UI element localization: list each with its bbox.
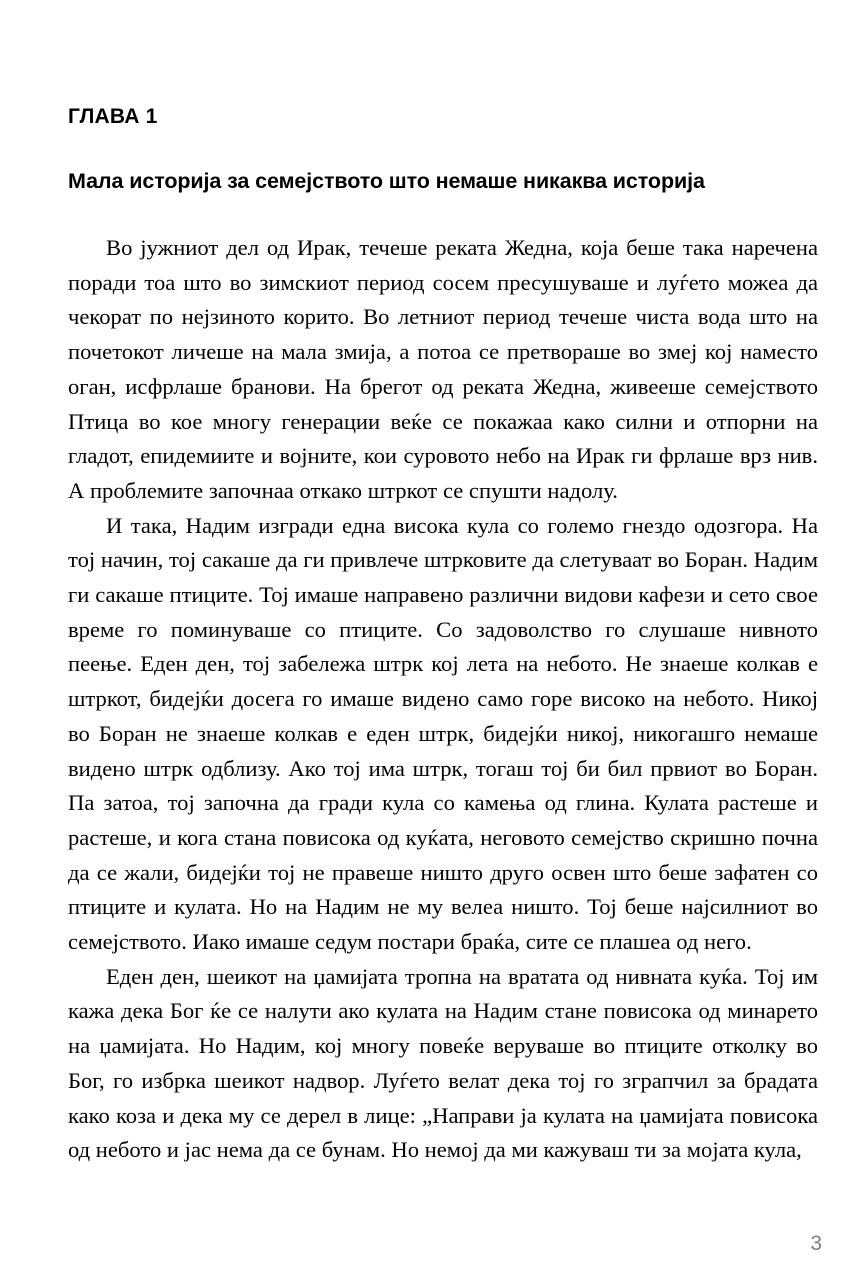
body-text [68,231,818,1168]
page-number: 3 [810,1232,822,1255]
paragraph: И така, Надим изгради една висока кула со големо гнездо одозгора. На тој начин, тој сакаше да ги привлече штрковите да слетуваат во Боран. Надим ги сакаше птиците. Тој имаше направено различни видови кафези и сето свое време го поминуваше со птиците. Со задоволство го слушаше нивното пеење. Еден ден, тој забележа штрк кој лета на небото. Не знаеше колкав е штркот, бидејќи досега го имаше видено само горе високо на небото. Никој во Боран не знаеше колкав е еден штрк, бидејќи никој, никогашго немаше видено штрк одблизу. Ако тој има штрк, тогаш тој би бил првиот во Боран. Па затоа, тој започна да гради кула со камења од глина. Кулата растеше и растеше, и кога стана повисока од куќата, неговото семејство скришно почна да се жали, бидејќи тој не правеше ништо друго освен што беше зафатен со птиците и кулата. Но на Надим не му велеа ништо. Тој беше најсилниот во семејството. Иако имаше седум постари браќа, сите се плашеа од него. [68,512,818,955]
chapter-label: ГЛАВА 1 [68,105,158,128]
paragraph: Во јужниот дел од Ирак, течеше реката Жедна, која беше така наречена поради тоа што во зимскиот период сосем пресушуваше и луѓето можеа да чекорат по нејзиното корито. Во летниот период течеше чиста вода што на почетокот личеше на мала змија, а потоа се претвораше во змеј кој наместо оган, исфрлаше бранови. На брегот од реката Жедна, живееше семејството Птица во кое многу генерации веќе се покажаа како силни и отпорни на гладот, епидемиите и војните, кои суровото небо на Ирак ги фрлаше врз нив. А проблемите започнаа откако штркот се спушти надолу. [68,235,818,503]
chapter-title: Мала историја за семејството што немаше никаква историја [68,169,705,193]
paragraph: Еден ден, шеикот на џамијата тропна на вратата од нивната куќа. Тој им кажа дека Бог ќе се налути ако кулата на Надим стане повисока од минарето на џамијата. Но Надим, кој многу повеќе веруваше во птиците отколку во Бог, го избрка шеикот надвор. Луѓето велат дека тој го зграпчил за брадата како коза и дека му се дерел в лице: „Направи ја кулата на џамијата повисока од небото и јас нема да се бунам. Но немој да ми кажуваш ти за мојата кула, [68,963,818,1163]
page-content [68,104,818,1168]
